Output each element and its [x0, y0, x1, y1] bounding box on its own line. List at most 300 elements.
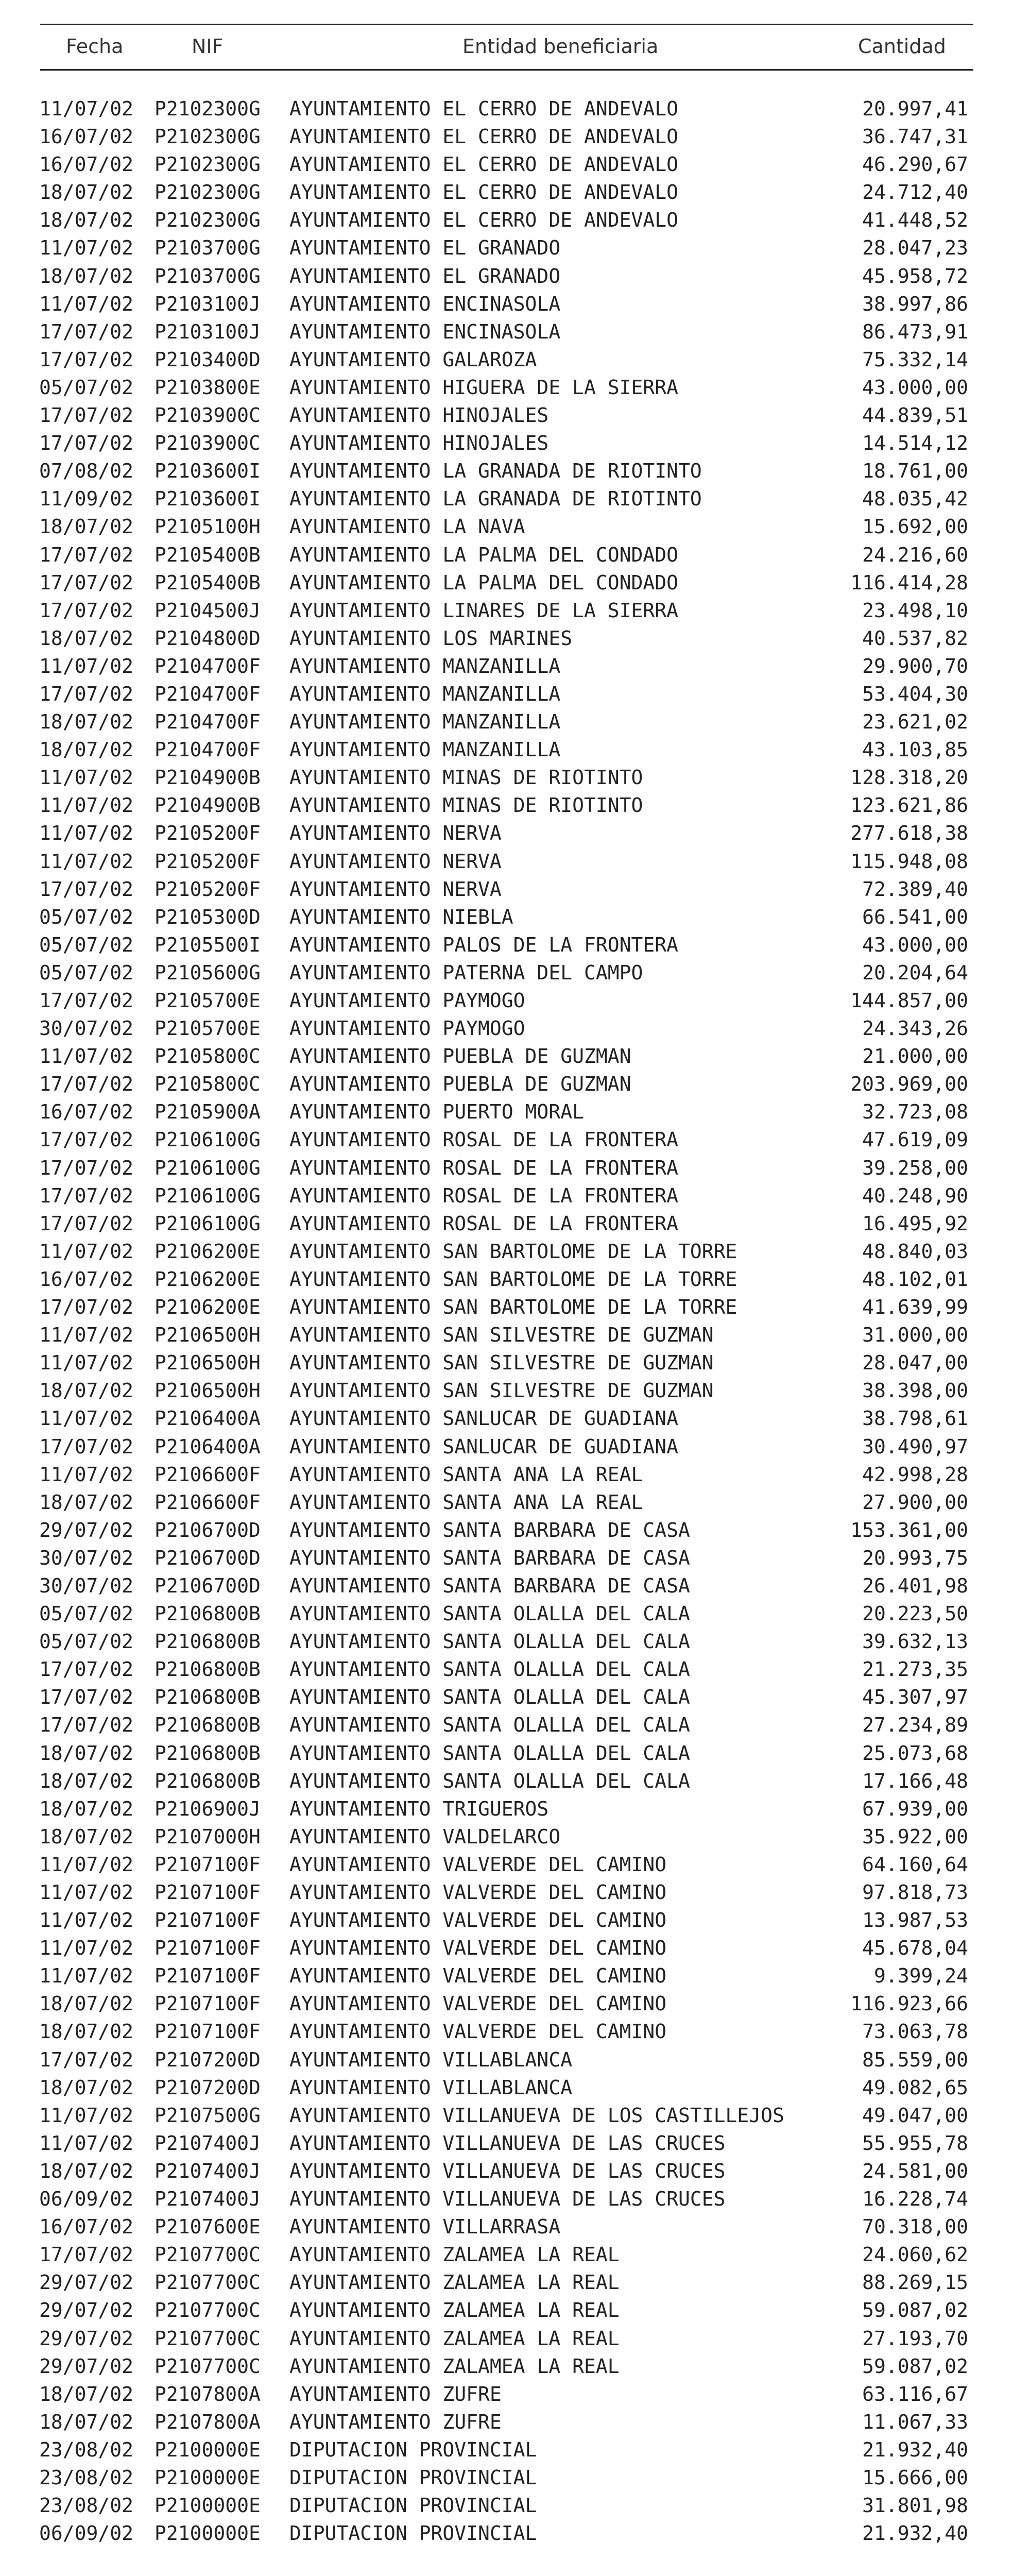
table-row [0, 2408, 1030, 2436]
row-fecha: 17/07/02 [39, 1212, 134, 1235]
row-fecha: 07/08/02 [39, 460, 134, 483]
row-fecha: 11/07/02 [39, 1351, 134, 1375]
row-entidad: AYUNTAMIENTO VILLANUEVA DE LAS CRUCES [289, 2159, 726, 2182]
row-cantidad: 31.801,98 [862, 2494, 968, 2517]
row-cantidad: 40.248,90 [862, 1184, 968, 1207]
row-entidad: AYUNTAMIENTO MANZANILLA [289, 654, 561, 677]
row-nif: P2107200D [154, 2048, 261, 2071]
row-entidad: AYUNTAMIENTO ZALAMEA LA REAL [289, 2354, 620, 2378]
row-cantidad: 21.000,00 [862, 1045, 968, 1068]
row-cantidad: 28.047,23 [862, 236, 968, 260]
row-nif: P2107800A [154, 2410, 261, 2433]
row-cantidad: 70.318,00 [862, 2215, 968, 2239]
row-cantidad: 18.761,00 [862, 460, 968, 483]
row-entidad: AYUNTAMIENTO MANZANILLA [289, 710, 561, 734]
row-nif: P2106800B [154, 1630, 261, 1653]
row-nif: P2107700C [154, 2299, 261, 2322]
row-nif: P2107500G [154, 2104, 261, 2127]
row-entidad: AYUNTAMIENTO SANTA OLALLA DEL CALA [289, 1630, 690, 1653]
table-row [0, 1265, 1030, 1293]
row-fecha: 11/07/02 [39, 2104, 134, 2127]
row-fecha: 06/09/02 [39, 2522, 134, 2545]
row-nif: P2106600F [154, 1490, 261, 1514]
row-fecha: 11/07/02 [39, 2131, 134, 2155]
row-entidad: AYUNTAMIENTO SANLUCAR DE GUADIANA [289, 1435, 678, 1458]
row-entidad: AYUNTAMIENTO SANTA OLALLA DEL CALA [289, 1686, 690, 1709]
row-fecha: 17/07/02 [39, 877, 134, 901]
row-fecha: 16/07/02 [39, 2215, 134, 2239]
row-entidad: AYUNTAMIENTO EL CERRO DE ANDEVALO [289, 97, 678, 120]
row-nif: P2102300G [154, 181, 261, 204]
row-cantidad: 15.692,00 [862, 515, 968, 538]
row-entidad: AYUNTAMIENTO PAYMOGO [289, 1017, 525, 1040]
row-nif: P2107400J [154, 2131, 261, 2155]
row-nif: P2105700E [154, 989, 261, 1012]
table-row [0, 1600, 1030, 1628]
row-fecha: 18/07/02 [39, 1992, 134, 2015]
table-row [0, 1990, 1030, 2018]
row-cantidad: 41.448,52 [862, 209, 968, 232]
table-row [0, 1377, 1030, 1404]
row-entidad: AYUNTAMIENTO ROSAL DE LA FRONTERA [289, 1184, 678, 1207]
row-nif: P2102300G [154, 153, 261, 176]
row-cantidad: 73.063,78 [862, 2020, 968, 2043]
row-fecha: 16/07/02 [39, 1100, 134, 1124]
table-row [0, 2018, 1030, 2045]
row-fecha: 29/07/02 [39, 1518, 134, 1541]
row-entidad: AYUNTAMIENTO ZALAMEA LA REAL [289, 2299, 620, 2322]
row-fecha: 18/07/02 [39, 626, 134, 650]
table-row [0, 262, 1030, 290]
row-cantidad: 116.414,28 [850, 571, 968, 594]
row-entidad: AYUNTAMIENTO MANZANILLA [289, 738, 561, 761]
row-entidad: AYUNTAMIENTO SANTA OLALLA DEL CALA [289, 1602, 690, 1625]
row-nif: P2106500H [154, 1379, 261, 1402]
row-entidad: AYUNTAMIENTO HINOJALES [289, 432, 549, 455]
row-fecha: 17/07/02 [39, 1156, 134, 1179]
row-nif: P2100000E [154, 2522, 261, 2545]
row-nif: P2103100J [154, 292, 261, 315]
row-fecha: 17/07/02 [39, 404, 134, 427]
row-fecha: 05/07/02 [39, 905, 134, 928]
row-nif: P2106100G [154, 1184, 261, 1207]
table-row [0, 1238, 1030, 1265]
row-nif: P2105500I [154, 933, 261, 956]
row-entidad: AYUNTAMIENTO EL GRANADO [289, 236, 561, 260]
row-cantidad: 45.307,97 [862, 1686, 968, 1709]
row-nif: P2105200F [154, 822, 261, 845]
table-row [0, 1962, 1030, 1990]
row-fecha: 29/07/02 [39, 2299, 134, 2322]
row-cantidad: 20.993,75 [862, 1546, 968, 1569]
row-cantidad: 32.723,08 [862, 1100, 968, 1124]
row-nif: P2100000E [154, 2438, 261, 2461]
table-row [0, 1154, 1030, 1182]
table-row [0, 2519, 1030, 2547]
table-row [0, 1293, 1030, 1321]
row-fecha: 11/07/02 [39, 1463, 134, 1486]
row-entidad: AYUNTAMIENTO GALAROZA [289, 348, 537, 371]
row-entidad: AYUNTAMIENTO SANTA OLALLA DEL CALA [289, 1714, 690, 1737]
table-row [0, 1321, 1030, 1349]
table-row [0, 457, 1030, 485]
row-cantidad: 27.900,00 [862, 1490, 968, 1514]
row-cantidad: 49.047,00 [862, 2104, 968, 2127]
row-cantidad: 45.958,72 [862, 264, 968, 287]
row-cantidad: 43.103,85 [862, 738, 968, 761]
row-nif: P2107200D [154, 2076, 261, 2099]
row-nif: P2106100G [154, 1156, 261, 1179]
row-nif: P2106700D [154, 1546, 261, 1569]
table-row [0, 2241, 1030, 2268]
table-row [0, 541, 1030, 569]
row-entidad: AYUNTAMIENTO PAYMOGO [289, 989, 525, 1012]
row-fecha: 30/07/02 [39, 1546, 134, 1569]
row-cantidad: 29.900,70 [862, 654, 968, 677]
row-nif: P2107100F [154, 1937, 261, 1960]
table-row [0, 959, 1030, 987]
row-entidad: AYUNTAMIENTO EL CERRO DE ANDEVALO [289, 125, 678, 148]
row-nif: P2106700D [154, 1518, 261, 1541]
row-cantidad: 40.537,82 [862, 626, 968, 650]
row-entidad: AYUNTAMIENTO VALVERDE DEL CAMINO [289, 2020, 667, 2043]
row-nif: P2106800B [154, 1741, 261, 1765]
row-entidad: AYUNTAMIENTO SANTA BARBARA DE CASA [289, 1518, 690, 1541]
row-nif: P2103600I [154, 487, 261, 511]
table-row [0, 2492, 1030, 2519]
row-cantidad: 36.747,31 [862, 125, 968, 148]
row-entidad: AYUNTAMIENTO SAN SILVESTRE DE GUZMAN [289, 1351, 714, 1375]
row-nif: P2103700G [154, 264, 261, 287]
table-row [0, 2102, 1030, 2129]
row-cantidad: 24.581,00 [862, 2159, 968, 2182]
row-entidad: AYUNTAMIENTO VALVERDE DEL CAMINO [289, 1853, 667, 1876]
row-cantidad: 27.234,89 [862, 1714, 968, 1737]
table-body [0, 95, 1030, 2547]
row-fecha: 11/07/02 [39, 1853, 134, 1876]
row-nif: P2103100J [154, 320, 261, 343]
row-entidad: AYUNTAMIENTO ROSAL DE LA FRONTERA [289, 1212, 678, 1235]
row-cantidad: 43.000,00 [862, 933, 968, 956]
row-entidad: AYUNTAMIENTO MINAS DE RIOTINTO [289, 766, 643, 789]
row-nif: P2106600F [154, 1463, 261, 1486]
row-cantidad: 16.495,92 [862, 1212, 968, 1235]
table-row [0, 429, 1030, 457]
row-entidad: AYUNTAMIENTO VALVERDE DEL CAMINO [289, 1909, 667, 1932]
row-fecha: 17/07/02 [39, 989, 134, 1012]
row-cantidad: 20.223,50 [862, 1602, 968, 1625]
row-nif: P2105200F [154, 877, 261, 901]
row-cantidad: 67.939,00 [862, 1797, 968, 1820]
row-nif: P2107100F [154, 1992, 261, 2015]
row-fecha: 18/07/02 [39, 264, 134, 287]
table-row [0, 150, 1030, 178]
row-cantidad: 47.619,09 [862, 1128, 968, 1151]
table-row [0, 764, 1030, 791]
row-entidad: AYUNTAMIENTO ENCINASOLA [289, 320, 561, 343]
table-row [0, 1628, 1030, 1655]
row-fecha: 29/07/02 [39, 2327, 134, 2350]
row-nif: P2106100G [154, 1212, 261, 1235]
row-fecha: 17/07/02 [39, 1073, 134, 1096]
row-nif: P2106900J [154, 1797, 261, 1820]
row-cantidad: 41.639,99 [862, 1296, 968, 1319]
row-cantidad: 21.932,40 [862, 2438, 968, 2461]
row-entidad: AYUNTAMIENTO SAN BARTOLOME DE LA TORRE [289, 1296, 737, 1319]
header-bottom-rule [40, 69, 973, 71]
row-cantidad: 153.361,00 [850, 1518, 968, 1541]
table-row [0, 290, 1030, 318]
row-cantidad: 38.798,61 [862, 1407, 968, 1430]
row-fecha: 05/07/02 [39, 376, 134, 399]
row-entidad: AYUNTAMIENTO VALVERDE DEL CAMINO [289, 1881, 667, 1904]
table-row [0, 1516, 1030, 1544]
table-row [0, 848, 1030, 875]
table-row [0, 2185, 1030, 2213]
row-cantidad: 35.922,00 [862, 1825, 968, 1848]
table-row [0, 680, 1030, 708]
row-cantidad: 17.166,48 [862, 1769, 968, 1792]
row-fecha: 11/07/02 [39, 766, 134, 789]
row-fecha: 17/07/02 [39, 1184, 134, 1207]
row-entidad: AYUNTAMIENTO VALVERDE DEL CAMINO [289, 1992, 667, 2015]
row-cantidad: 13.987,53 [862, 1909, 968, 1932]
row-entidad: AYUNTAMIENTO EL CERRO DE ANDEVALO [289, 209, 678, 232]
row-entidad: DIPUTACION PROVINCIAL [289, 2466, 537, 2489]
row-entidad: AYUNTAMIENTO PUERTO MORAL [289, 1100, 584, 1124]
row-nif: P2106500H [154, 1324, 261, 1347]
row-entidad: AYUNTAMIENTO VALVERDE DEL CAMINO [289, 1964, 667, 1988]
row-nif: P2107000H [154, 1825, 261, 1848]
row-cantidad: 123.621,86 [850, 794, 968, 817]
row-entidad: AYUNTAMIENTO PATERNA DEL CAMPO [289, 961, 643, 984]
row-fecha: 18/07/02 [39, 1769, 134, 1792]
row-nif: P2107700C [154, 2354, 261, 2378]
table-row [0, 234, 1030, 262]
row-cantidad: 144.857,00 [850, 989, 968, 1012]
row-nif: P2106400A [154, 1435, 261, 1458]
table-row [0, 1739, 1030, 1767]
row-fecha: 18/07/02 [39, 181, 134, 204]
row-fecha: 11/07/02 [39, 794, 134, 817]
row-nif: P2106800B [154, 1602, 261, 1625]
row-nif: P2102300G [154, 209, 261, 232]
row-fecha: 18/07/02 [39, 1797, 134, 1820]
row-nif: P2103400D [154, 348, 261, 371]
table-row [0, 401, 1030, 429]
row-fecha: 05/07/02 [39, 961, 134, 984]
row-fecha: 29/07/02 [39, 2271, 134, 2294]
row-cantidad: 42.998,28 [862, 1463, 968, 1486]
row-cantidad: 59.087,02 [862, 2299, 968, 2322]
row-fecha: 17/07/02 [39, 599, 134, 622]
table-row [0, 1349, 1030, 1377]
row-entidad: AYUNTAMIENTO SANTA BARBARA DE CASA [289, 1574, 690, 1597]
row-nif: P2106800B [154, 1769, 261, 1792]
row-nif: P2106800B [154, 1686, 261, 1709]
row-nif: P2104500J [154, 599, 261, 622]
row-entidad: AYUNTAMIENTO SANTA ANA LA REAL [289, 1463, 643, 1486]
row-fecha: 18/07/02 [39, 209, 134, 232]
table-row [0, 178, 1030, 206]
row-entidad: AYUNTAMIENTO TRIGUEROS [289, 1797, 549, 1820]
row-fecha: 11/09/02 [39, 487, 134, 511]
row-fecha: 16/07/02 [39, 1267, 134, 1291]
row-entidad: AYUNTAMIENTO SANTA OLALLA DEL CALA [289, 1769, 690, 1792]
table-row [0, 513, 1030, 540]
table-row [0, 1572, 1030, 1600]
row-nif: P2104700F [154, 682, 261, 705]
row-fecha: 18/07/02 [39, 1490, 134, 1514]
row-nif: P2105800C [154, 1073, 261, 1096]
row-fecha: 17/07/02 [39, 682, 134, 705]
table-row [0, 597, 1030, 624]
row-fecha: 18/07/02 [39, 710, 134, 734]
row-entidad: AYUNTAMIENTO EL CERRO DE ANDEVALO [289, 153, 678, 176]
row-cantidad: 24.216,60 [862, 543, 968, 566]
row-entidad: AYUNTAMIENTO LA NAVA [289, 515, 525, 538]
row-fecha: 18/07/02 [39, 2410, 134, 2433]
row-cantidad: 53.404,30 [862, 682, 968, 705]
row-fecha: 17/07/02 [39, 1686, 134, 1709]
row-fecha: 11/07/02 [39, 1045, 134, 1068]
table-row [0, 2464, 1030, 2492]
row-cantidad: 115.948,08 [850, 850, 968, 873]
row-cantidad: 28.047,00 [862, 1351, 968, 1375]
row-entidad: AYUNTAMIENTO PALOS DE LA FRONTERA [289, 933, 678, 956]
row-entidad: AYUNTAMIENTO LA GRANADA DE RIOTINTO [289, 487, 702, 511]
row-fecha: 17/07/02 [39, 1658, 134, 1681]
row-entidad: AYUNTAMIENTO VILLANUEVA DE LAS CRUCES [289, 2131, 726, 2155]
row-cantidad: 30.490,97 [862, 1435, 968, 1458]
row-nif: P2106800B [154, 1714, 261, 1737]
row-cantidad: 20.997,41 [862, 97, 968, 120]
row-nif: P2103900C [154, 404, 261, 427]
row-entidad: AYUNTAMIENTO ZUFRE [289, 2410, 502, 2433]
row-nif: P2105700E [154, 1017, 261, 1040]
row-nif: P2106800B [154, 1658, 261, 1681]
row-entidad: AYUNTAMIENTO LA GRANADA DE RIOTINTO [289, 460, 702, 483]
row-cantidad: 59.087,02 [862, 2354, 968, 2378]
row-nif: P2105400B [154, 543, 261, 566]
table-row [0, 1488, 1030, 1516]
row-nif: P2106500H [154, 1351, 261, 1375]
table-row [0, 1126, 1030, 1154]
row-cantidad: 26.401,98 [862, 1574, 968, 1597]
row-nif: P2106200E [154, 1240, 261, 1263]
table-row [0, 1795, 1030, 1823]
row-entidad: AYUNTAMIENTO LA PALMA DEL CONDADO [289, 571, 678, 594]
row-nif: P2107400J [154, 2188, 261, 2211]
row-cantidad: 49.082,65 [862, 2076, 968, 2099]
row-nif: P2103900C [154, 432, 261, 455]
row-cantidad: 38.997,86 [862, 292, 968, 315]
column-header-nif: NIF [192, 35, 224, 58]
row-fecha: 11/07/02 [39, 654, 134, 677]
row-entidad: AYUNTAMIENTO SANTA BARBARA DE CASA [289, 1546, 690, 1569]
row-fecha: 17/07/02 [39, 1128, 134, 1151]
table-row [0, 1182, 1030, 1210]
row-entidad: AYUNTAMIENTO NERVA [289, 850, 502, 873]
row-nif: P2107700C [154, 2327, 261, 2350]
row-cantidad: 88.269,15 [862, 2271, 968, 2294]
row-entidad: AYUNTAMIENTO PUEBLA DE GUZMAN [289, 1073, 631, 1096]
row-cantidad: 48.102,01 [862, 1267, 968, 1291]
row-cantidad: 16.228,74 [862, 2188, 968, 2211]
row-entidad: AYUNTAMIENTO ZALAMEA LA REAL [289, 2327, 620, 2350]
row-entidad: DIPUTACION PROVINCIAL [289, 2522, 537, 2545]
table-row [0, 903, 1030, 931]
row-fecha: 17/07/02 [39, 1435, 134, 1458]
row-nif: P2105100H [154, 515, 261, 538]
row-nif: P2105200F [154, 850, 261, 873]
row-cantidad: 45.678,04 [862, 1937, 968, 1960]
row-nif: P2107100F [154, 1881, 261, 1904]
table-row [0, 1878, 1030, 1906]
table-row [0, 2380, 1030, 2408]
row-entidad: AYUNTAMIENTO LOS MARINES [289, 626, 573, 650]
row-cantidad: 48.035,42 [862, 487, 968, 511]
table-row [0, 206, 1030, 234]
row-nif: P2107100F [154, 1964, 261, 1988]
row-cantidad: 23.498,10 [862, 599, 968, 622]
row-nif: P2105600G [154, 961, 261, 984]
row-nif: P2105900A [154, 1100, 261, 1124]
row-cantidad: 116.923,66 [850, 1992, 968, 2015]
row-nif: P2107100F [154, 2020, 261, 2043]
row-cantidad: 72.389,40 [862, 877, 968, 901]
row-fecha: 05/07/02 [39, 1602, 134, 1625]
row-fecha: 18/07/02 [39, 1379, 134, 1402]
row-nif: P2104700F [154, 738, 261, 761]
row-fecha: 11/07/02 [39, 822, 134, 845]
table-row [0, 1934, 1030, 1962]
row-nif: P2105300D [154, 905, 261, 928]
row-cantidad: 44.839,51 [862, 404, 968, 427]
row-fecha: 11/07/02 [39, 236, 134, 260]
table-row [0, 1070, 1030, 1098]
table-row [0, 2296, 1030, 2324]
row-nif: P2104700F [154, 710, 261, 734]
row-fecha: 05/07/02 [39, 933, 134, 956]
row-fecha: 17/07/02 [39, 543, 134, 566]
column-header-entidad: Entidad beneficiaria [462, 35, 659, 58]
table-row [0, 1655, 1030, 1683]
row-cantidad: 15.666,00 [862, 2466, 968, 2489]
row-entidad: AYUNTAMIENTO LA PALMA DEL CONDADO [289, 543, 678, 566]
row-entidad: AYUNTAMIENTO NERVA [289, 822, 502, 845]
column-header-cantidad: Cantidad [858, 35, 946, 58]
row-entidad: AYUNTAMIENTO SAN SILVESTRE DE GUZMAN [289, 1379, 714, 1402]
row-cantidad: 39.632,13 [862, 1630, 968, 1653]
table-row [0, 318, 1030, 346]
table-row [0, 819, 1030, 847]
row-cantidad: 75.332,14 [862, 348, 968, 371]
row-nif: P2102300G [154, 125, 261, 148]
table-row [0, 708, 1030, 736]
row-fecha: 18/07/02 [39, 1825, 134, 1848]
row-entidad: AYUNTAMIENTO MANZANILLA [289, 682, 561, 705]
row-cantidad: 9.399,24 [873, 1964, 968, 1988]
row-cantidad: 20.204,64 [862, 961, 968, 984]
table-row [0, 2325, 1030, 2352]
row-entidad: AYUNTAMIENTO ZALAMEA LA REAL [289, 2243, 620, 2266]
table-row [0, 1433, 1030, 1461]
row-fecha: 11/07/02 [39, 292, 134, 315]
row-cantidad: 39.258,00 [862, 1156, 968, 1179]
row-fecha: 23/08/02 [39, 2494, 134, 2517]
row-nif: P2105800C [154, 1045, 261, 1068]
